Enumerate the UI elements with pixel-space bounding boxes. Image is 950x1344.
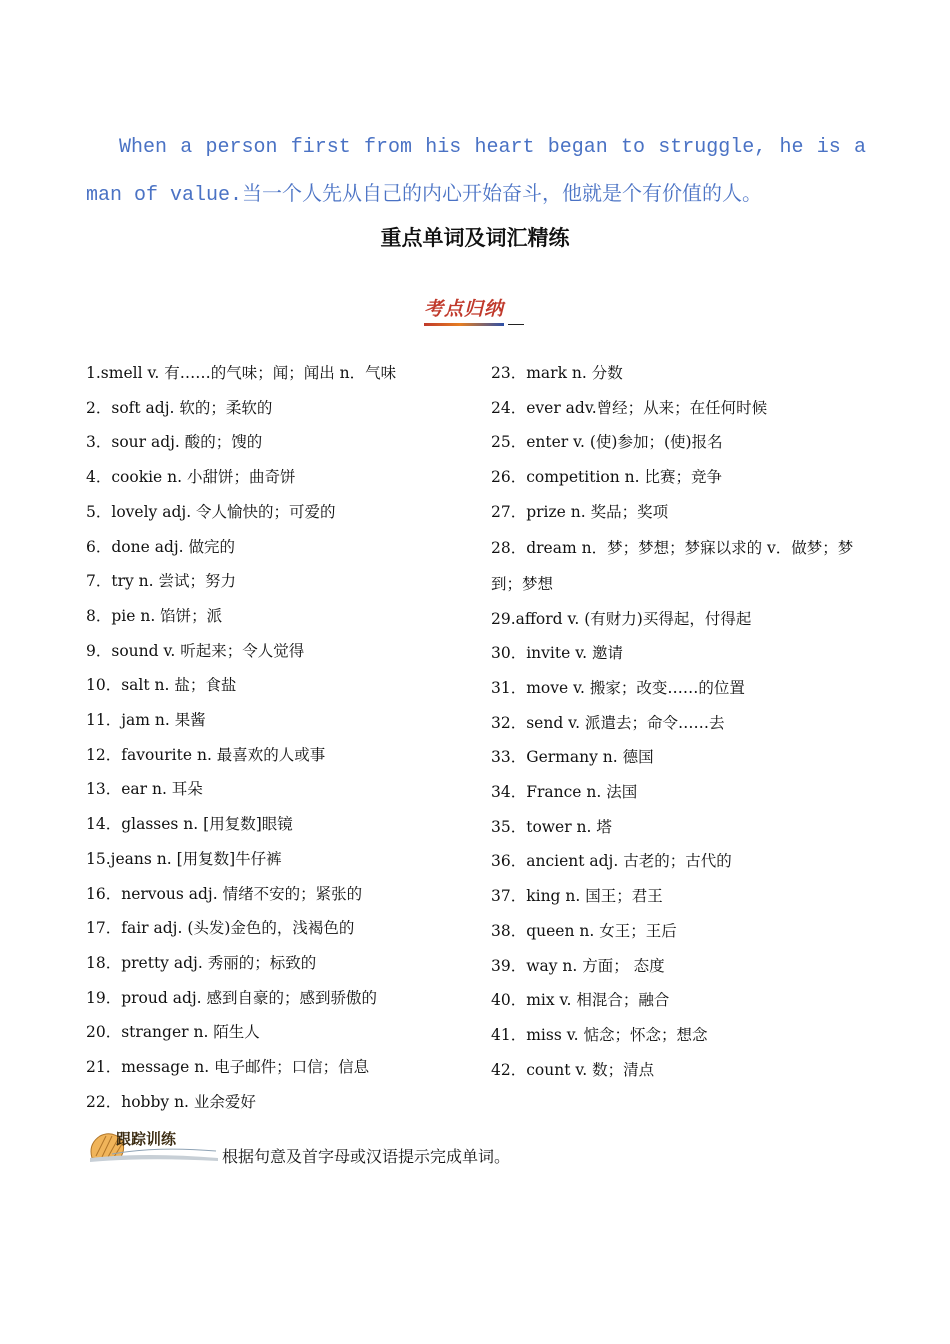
vocab-item: 16．nervous adj. 情绪不安的；紧张的 (86, 884, 363, 903)
motto-quote: When a person first from his heart began to struggle, he is a man of value.当一个人先从自己的内心开始奋斗，他就是个有价值的人。 (86, 136, 866, 207)
vocab-item: 32．send v. 派遣去；命令……去 (491, 713, 725, 732)
vocab-item: 1.smell v. 有……的气味；闻；闻出 n．气味 (86, 364, 397, 382)
vocab-list-right (491, 356, 876, 1087)
vocab-item: 19．proud adj. 感到自豪的；感到骄傲的 (86, 988, 378, 1007)
vocab-item: 26．competition n. 比赛；竞争 (491, 468, 722, 487)
vocab-item: 34．France n. 法国 (491, 783, 638, 802)
vocab-item: 36．ancient adj. 古老的；古代的 (491, 852, 732, 871)
vocab-item: 11．jam n. 果酱 (86, 711, 206, 730)
genzong-badge (86, 1124, 222, 1164)
vocab-item: 31．move v. 搬家；改变……的位置 (491, 678, 745, 697)
vocab-item: 8．pie n. 馅饼；派 (86, 606, 223, 625)
vocab-item: 6．done adj. 做完的 (86, 537, 236, 556)
vocab-item: 38．queen n. 女王；王后 (491, 921, 677, 940)
vocab-item: 25．enter v. (使)参加；(使)报名 (491, 433, 723, 452)
vocab-item: 5．lovely adj. 令人愉快的；可爱的 (86, 502, 336, 521)
kaodian-underline-tail (508, 324, 524, 325)
vocab-item: 14．glasses n. [用复数]眼镜 (86, 815, 293, 834)
vocab-item: 21．message n. 电子邮件；口信；信息 (86, 1058, 370, 1077)
vocab-item: 40．mix v. 相混合；融合 (491, 991, 670, 1010)
vocab-item: 39．way n. 方面； 态度 (491, 956, 665, 975)
vocab-item: 35．tower n. 塔 (491, 817, 612, 836)
kaodian-badge-label: 考点归纳 (424, 298, 505, 320)
vocab-item: 27．prize n. 奖品；奖项 (491, 502, 669, 521)
vocab-item: 24．ever adv.曾经；从来；在任何时候 (491, 398, 768, 417)
vocab-item: 4．cookie n. 小甜饼；曲奇饼 (86, 468, 296, 487)
instruction-text: 根据句意及首字母或汉语提示完成单词。 (222, 1147, 511, 1166)
vocab-item: 3．sour adj. 酸的；馊的 (86, 433, 263, 452)
vocab-item: 20．stranger n. 陌生人 (86, 1023, 260, 1042)
vocab-item: 17．fair adj. (头发)金色的，浅褐色的 (86, 919, 355, 938)
vocab-item: 7．try n. 尝试；努力 (86, 572, 237, 591)
shell-icon (86, 1124, 222, 1164)
vocab-item: 42．count v. 数；清点 (491, 1060, 655, 1079)
vocab-item: 9．sound v. 听起来；令人觉得 (86, 641, 305, 660)
vocab-item: 28．dream n．梦；梦想；梦寐以求的 v．做梦；梦到；梦想 (491, 538, 854, 593)
vocab-item: 22．hobby n. 业余爱好 (86, 1092, 256, 1111)
vocab-item: 10．salt n. 盐；食盐 (86, 676, 237, 695)
vocab-item: 41．miss v. 惦念；怀念；想念 (491, 1025, 708, 1044)
vocab-item: 12．favourite n. 最喜欢的人或事 (86, 745, 326, 764)
vocab-item: 30．invite v. 邀请 (491, 644, 623, 663)
vocab-item: 37．king n. 国王；君王 (491, 887, 663, 906)
vocab-item: 18．pretty adj. 秀丽的；标致的 (86, 953, 317, 972)
kaodian-badge (424, 294, 528, 330)
kaodian-underline (424, 323, 504, 326)
vocab-item: 29.afford v. (有财力)买得起，付得起 (491, 609, 752, 628)
vocab-list-left (86, 356, 471, 1119)
vocab-item: 13．ear n. 耳朵 (86, 780, 203, 799)
page-title: 重点单词及词汇精练 (380, 226, 570, 250)
genzong-badge-label: 跟踪训练 (116, 1130, 177, 1148)
vocab-item: 33．Germany n. 德国 (491, 748, 654, 767)
vocab-item: 23．mark n. 分数 (491, 364, 623, 382)
vocab-item: 15.jeans n. [用复数]牛仔裤 (86, 849, 282, 868)
vocab-item: 2．soft adj. 软的；柔软的 (86, 398, 273, 417)
